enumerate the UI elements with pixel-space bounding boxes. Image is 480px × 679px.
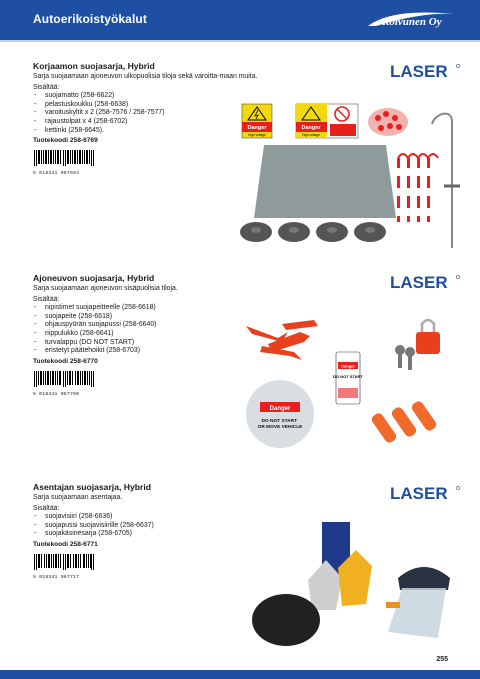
contents-label: Sisältää: — [33, 83, 60, 91]
protective-mat — [254, 145, 396, 218]
danger-sign-2 — [296, 104, 358, 138]
product-section-2 — [33, 273, 263, 397]
product-description: Sarja suojaamaan ajoneuvon ulkopuolisia tiloja sekä varoitta-maan muita. — [33, 73, 258, 80]
barcode — [33, 150, 95, 166]
technician-kit-image — [238, 520, 468, 650]
list-item: - suojavisiiri (258-6636) — [33, 513, 263, 522]
svg-text:DO NOT START OR MOVE VEH: DO NOT START OR MOVE VEHICLE — [257, 419, 303, 430]
product-section-1 — [33, 61, 263, 176]
svg-text:DO NOT START: DO NOT START — [333, 374, 363, 379]
page-header — [0, 0, 480, 40]
insulating-sleeves — [370, 399, 438, 444]
svg-text:Danger: Danger — [247, 125, 267, 131]
barcode — [33, 554, 95, 570]
svg-text:Danger: Danger — [341, 363, 355, 369]
list-item: - turvalappu (DO NOT START) — [33, 339, 263, 348]
header-title: Autoerikoistyökalut — [33, 12, 147, 26]
svg-text:LASER: LASER — [390, 62, 448, 80]
svg-text:Danger: Danger — [301, 125, 321, 131]
do-not-start-tag — [333, 352, 363, 404]
svg-text:LASER: LASER — [390, 484, 448, 502]
contents-label: Sisältää: — [33, 295, 60, 303]
product-title: Korjaamon suojasarja, Hybrid — [33, 61, 155, 71]
product-description: Sarja suojaamaan asentajaa. — [33, 494, 123, 501]
keys — [395, 345, 415, 370]
list-item: - ohjauspyörän suojapussi (258-6640) — [33, 321, 263, 330]
list-item: - suojapussi suojavisiirille (258-6637) — [33, 522, 263, 531]
barrier-poles — [397, 154, 438, 222]
list-item: - riippulukko (258-6641) — [33, 330, 263, 339]
product-code: Tuotekoodi 258-6769 — [33, 137, 98, 145]
padlock — [416, 320, 440, 354]
svg-text:LASER: LASER — [390, 273, 448, 291]
laser-logo — [390, 484, 462, 502]
page-footer — [0, 670, 480, 679]
list-item: - suojakäsinesarja (258-6705) — [33, 530, 263, 539]
product-title: Ajoneuvon suojasarja, Hybrid — [33, 273, 155, 283]
workshop-kit-image — [238, 100, 468, 250]
protective-hood — [252, 594, 320, 646]
header-divider — [0, 40, 480, 42]
svg-text:High voltage: High voltage — [248, 133, 266, 137]
steering-wheel-cover — [246, 380, 314, 448]
product-title: Asentajan suojasarja, Hybrid — [33, 482, 151, 492]
svg-text:Danger: Danger — [269, 406, 291, 412]
list-item: - pelastuskoukku (258-6638) — [33, 101, 263, 110]
list-item: - eristetyt päätehoikit (258-6703) — [33, 347, 263, 356]
svg-text:High voltage: High voltage — [302, 133, 320, 137]
list-item: - nipistimet suojapeitteelle (258-6618) — [33, 304, 263, 313]
list-item: - suojamatto (258-6622) — [33, 92, 263, 101]
danger-sign-1 — [242, 104, 272, 138]
list-item: - suojapeite (258-6618) — [33, 313, 263, 322]
contents-list — [33, 304, 263, 356]
laser-logo — [390, 62, 462, 80]
rescue-hook — [432, 114, 460, 248]
contents-label: Sisältää: — [33, 504, 60, 512]
list-item: - kettinki (258-6645). — [33, 127, 263, 136]
list-item: - varoituskyltit x 2 (258-7576 / 258-7577) — [33, 109, 263, 118]
koivunen-logo-text: Koivunen Oy — [382, 16, 442, 28]
barcode-number: 5 018341 067694 — [33, 171, 80, 177]
cover-clamps — [246, 320, 318, 360]
page-number: 255 — [436, 656, 448, 663]
product-code: Tuotekoodi 258-6771 — [33, 540, 98, 548]
laser-logo — [390, 273, 462, 291]
barcode — [33, 371, 95, 387]
chain-pile — [368, 108, 408, 136]
barcode-number: 5 018341 067700 — [33, 391, 80, 397]
contents-list — [33, 92, 263, 135]
face-visor — [386, 567, 450, 638]
vehicle-kit-image — [238, 312, 468, 462]
product-code: Tuotekoodi 258-6770 — [33, 357, 98, 365]
barcode-number: 5 018341 067717 — [33, 574, 80, 580]
koivunen-logo — [362, 6, 462, 34]
list-item: - rajaustolpat x 4 (258-6702) — [33, 118, 263, 127]
contents-list — [33, 513, 263, 539]
product-description: Sarja suojaamaan ajoneuvon sisäpuolisia tiloja. — [33, 285, 178, 292]
product-section-3 — [33, 482, 263, 580]
pole-bases — [240, 222, 386, 242]
